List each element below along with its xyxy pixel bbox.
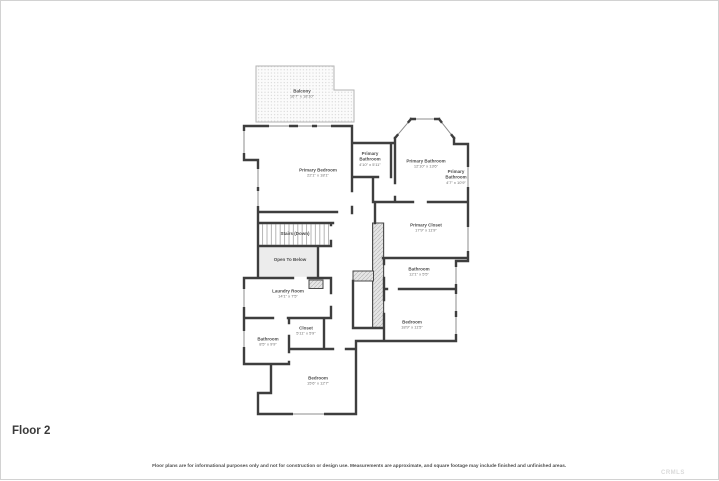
disclaimer-row — [1, 460, 718, 471]
floor-title: Floor 2 — [12, 425, 51, 437]
disclaimer-text: Floor plans are for informational purposes only and not for construction or design use. Measurements are approximate, and square footage may include finished and unfinished areas. — [152, 462, 567, 469]
floorplan-page: Balcony 16'7" x 18'10" Primary Bedroom 22'1" x 18'1" Primary Bathroom 4'10" x 5'11" Primary Bathroom 12'10" x 13'6" Primary Bathroom 4'7" x 10'9" Primary Closet 17'9" x 11'9" Stairs (Down) Open To Below Laundry Room 14'1" x 7'5" Bathroom 12'1" x 5'5" Bedroom 18'9" x 11'5" Closet 5'11" x 5'9" Bathroom 8'5" x 9'9" Bedroom 15'6" x 12'7" Floor 2 Floor plans are for informational purposes only and not for construction or design use. Measurements are approximate, and square footage may include finished and unfinished areas. CRMLS — [0, 0, 719, 480]
floorplan-drawing — [1, 1, 719, 481]
watermark: CRMLS — [661, 470, 685, 476]
